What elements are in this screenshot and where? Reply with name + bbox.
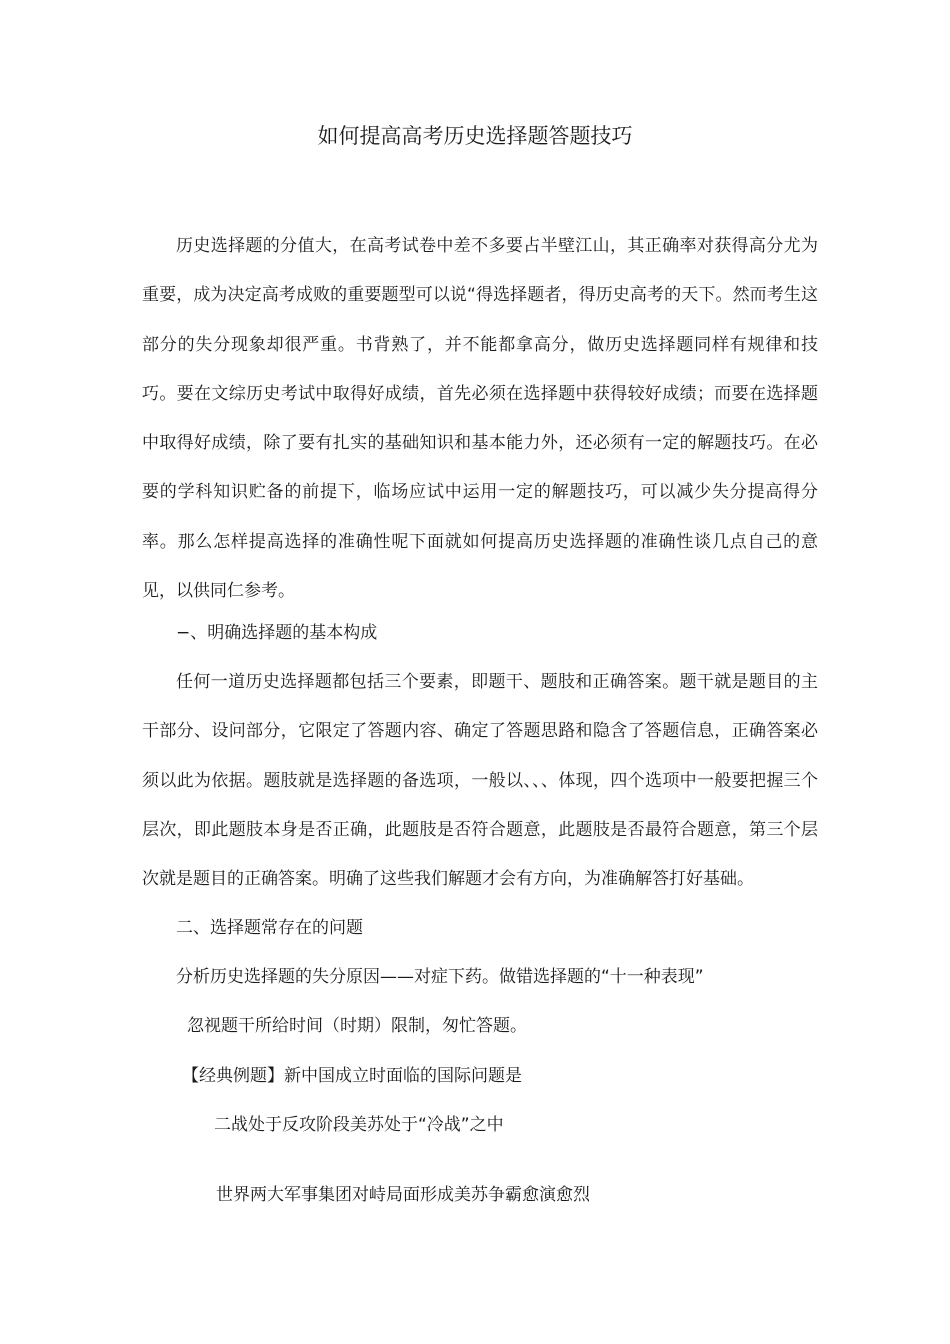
example-question: 【经典例题】新中国成立时面临的国际问题是: [182, 1066, 522, 1086]
option-line-2: 世界两大军事集团对峙局面形成美苏争霸愈演愈烈: [216, 1185, 590, 1205]
section1-paragraph: 任何一道历史选择题都包括三个要素，即题干、题肢和正确答案。题干就是题目的主干部分、设问部分，它限定了答题内容、确定了答题思路和隐含了答题信息，正确答案必须以此为依据。题肢就是选择题的备选项，一般以、、、体现，四个选项中一般要把握三个层次，即此题肢本身是否正确，此题肢是否符合题意，此题肢是否最符合题意，第三个层次就是题目的正确答案。明确了这些我们解题才会有方向，为准确解答打好基础。: [142, 672, 818, 890]
intro-paragraph: 历史选择题的分值大，在高考试卷中差不多要占半壁江山，其正确率对获得高分尤为重要，成为决定高考成败的重要题型可以说“得选择题者，得历史高考的天下。然而考生这部分的失分现象却很严重。书背熟了，并不能都拿高分，做历史选择题同样有规律和技巧。要在文综历史考试中取得好成绩，首先必须在选择题中获得较好成绩；而要在选择题中取得好成绩，除了要有扎实的基础知识和基本能力外，还必须有一定的解题技巧。在必要的学科知识贮备的前提下，临场应试中运用一定的解题技巧，可以减少失分提高得分率。那么怎样提高选择的准确性呢下面就如何提高历史选择题的准确性谈几点自己的意见，以供同仁参考。: [142, 236, 818, 602]
section2-heading: 二、选择题常存在的问题: [176, 918, 363, 938]
option-line-1: 二战处于反攻阶段美苏处于“冷战”之中: [214, 1115, 504, 1135]
section2-intro: 分析历史选择题的失分原因——对症下药。做错选择题的“十一种表现”: [176, 967, 704, 987]
document-title: 如何提高高考历史选择题答题技巧: [317, 124, 633, 148]
point1-text: 忽视题干所给时间（时期）限制，匆忙答题。: [187, 1016, 527, 1036]
section1-heading: −、明确选择题的基本构成: [176, 623, 378, 643]
